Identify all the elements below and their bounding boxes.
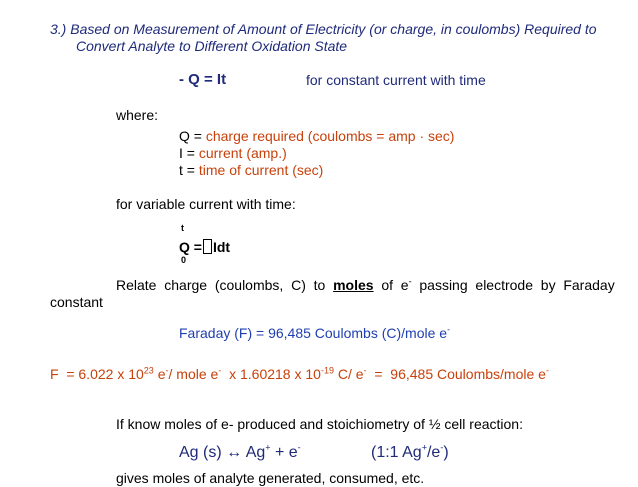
f-part-4: x 1.60218 x 10 [221,366,321,382]
ratio-a: (1:1 Ag [371,444,422,461]
f-part-5: C/ e [333,366,364,382]
integral-integrand: Idt [212,239,231,255]
relate-middle: of e [373,277,409,293]
stoichiometry-statement: If know moles of e- produced and stoichiometry of ½ cell reaction: [116,416,523,432]
f-part-6: = 96,485 Coulombs/mole e [366,366,546,382]
integral-lower-limit: 0 [181,255,187,265]
relate-line [116,277,615,294]
ratio-sup-a: + [421,442,427,453]
faraday-text: Faraday (F) = 96,485 Coulombs (C)/mole e [179,325,448,341]
relate-keyword: moles [333,277,374,293]
f-sup-3: - [218,365,222,376]
integral-upper-limit: t [181,223,184,233]
ratio-sup-b: - [440,442,444,453]
ratio-b: /e [426,444,441,461]
f-exp-4: -19 [320,365,334,376]
definition-symbol: Q = [179,128,206,144]
constant-current-description: for constant current with time [306,72,486,88]
relate-continuation: constant [50,294,103,310]
reaction-ratio [371,443,449,462]
f-sup-2: - [165,365,169,376]
relate-prefix: Relate charge (coulombs, C) to [116,277,334,293]
f-part-2: e [153,366,166,382]
reaction-sup-a: + [265,442,271,453]
relate-suffix: passing electrode by Faraday [411,277,615,293]
definition-symbol: I = [179,145,199,161]
faraday-superscript: - [447,324,451,335]
f-part-3: / mole e [168,366,219,382]
f-sup-5: - [363,365,367,376]
integral-expression [179,239,230,256]
relate-superscript: - [408,276,412,287]
integral-lhs: Q = [179,239,202,255]
definition-time [179,162,323,179]
where-label: where: [116,107,159,123]
reaction-right-b: + e [270,444,298,461]
cutoff-line: gives moles of analyte generated, consumed, etc. [116,470,425,486]
ratio-c: ) [443,444,449,461]
definition-meaning: charge required (coulombs = amp · sec) [205,128,455,144]
f-sup-6: - [545,365,549,376]
definition-meaning: time of current (sec) [198,162,324,178]
heading-line-1: 3.) Based on Measurement of Amount of Electricity (or charge, in coulombs) Required to [50,21,597,37]
reaction-right-a: Ag [242,444,266,461]
definition-current [179,145,287,162]
definition-charge [179,128,454,145]
reversible-arrow-icon: ↔ [226,444,243,461]
reaction-sup-b: - [297,442,301,453]
faraday-definition [179,325,450,342]
heading-line-2: Convert Analyte to Different Oxidation State [76,38,348,54]
f-part-1: F = 6.022 x 10 [50,366,144,382]
half-cell-reaction [179,443,301,462]
reaction-left: Ag (s) [179,444,227,461]
variable-current-label: for variable current with time: [116,196,296,212]
constant-current-equation: - Q = It [179,71,227,88]
integral-sign-icon [203,239,212,254]
definition-symbol: t = [179,162,199,178]
f-exp-1: 23 [143,365,154,376]
faraday-derivation [50,366,549,383]
definition-meaning: current (amp.) [198,145,287,161]
